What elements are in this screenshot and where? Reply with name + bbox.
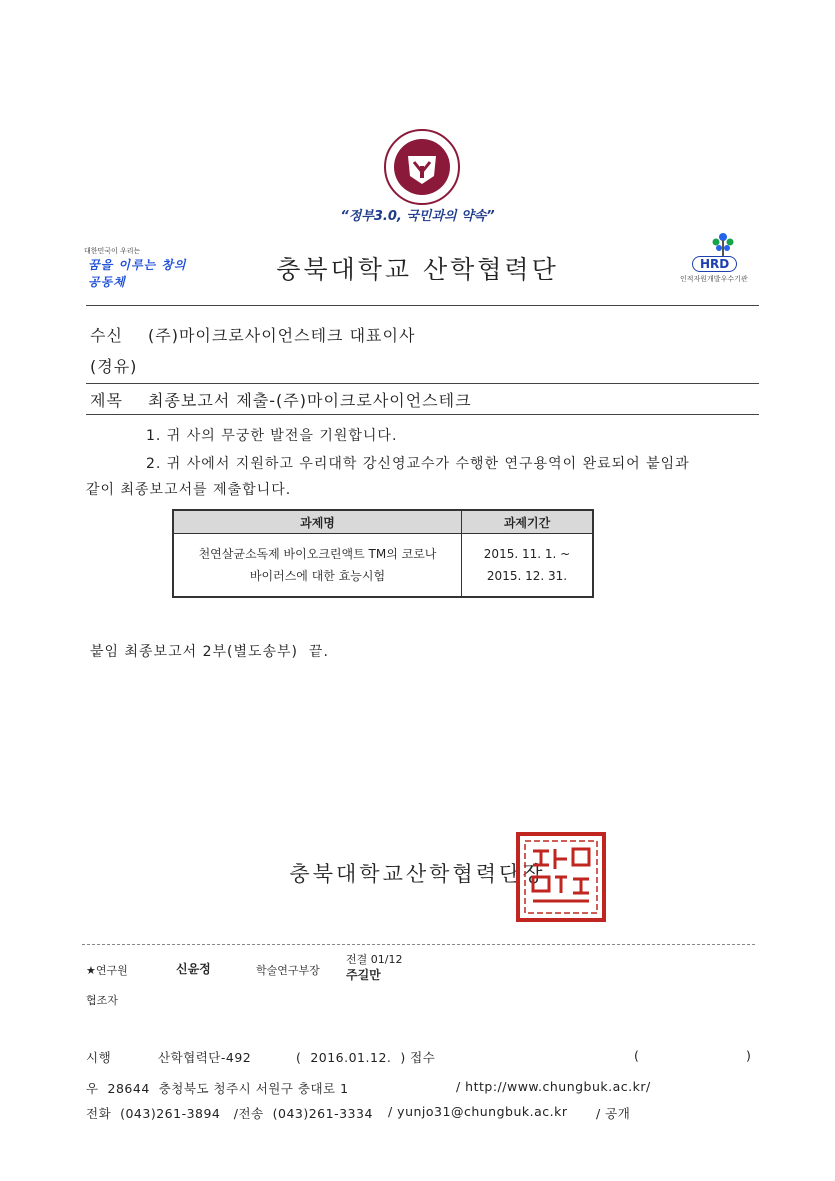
task-name-line-1: 천연살균소독제 바이오크린액트 TM의 코로나	[198, 547, 437, 561]
signature-title: 충북대학교산학협력단장	[289, 862, 546, 886]
table-header-name: 과제명	[173, 510, 462, 534]
disclosure-status: / 공개	[596, 1106, 631, 1121]
email-link[interactable]: / yunjo31@chungbuk.ac.kr	[388, 1104, 568, 1119]
cooperator-label: 협조자	[86, 994, 118, 1007]
subject-value: 최종보고서 제출-(주)마이크로사이언스테크	[148, 391, 472, 410]
approval-divider	[82, 944, 755, 945]
recipient-label: 수신	[90, 326, 123, 345]
final-approval-label: 전결 01/12	[346, 953, 403, 966]
task-table	[172, 509, 594, 598]
task-name-cell	[173, 534, 462, 598]
via-label: (경유)	[90, 357, 138, 376]
receive-paren-open: (	[634, 1048, 640, 1063]
address: 우 28644 충청북도 청주시 서원구 충대로 1	[86, 1081, 349, 1096]
researcher-label: ★연구원	[86, 964, 128, 977]
body-paragraph-2-line-1: 2. 귀 사에서 지원하고 우리대학 강신영교수가 수행한 연구용역이 완료되어 붙임과	[146, 456, 690, 472]
body-paragraph-2-line-2: 같이 최종보고서를 제출합니다.	[86, 482, 292, 498]
table-row	[173, 534, 593, 598]
task-period-line-2: 2015. 12. 31.	[486, 569, 568, 583]
phone-fax: 전화 (043)261-3894 /전송 (043)261-3334	[86, 1106, 373, 1121]
enforce-number: 산학협력단-492	[158, 1050, 252, 1065]
homepage-link[interactable]: / http://www.chungbuk.ac.kr/	[456, 1079, 651, 1094]
task-period-cell	[462, 534, 594, 598]
final-approver-name: 주길만	[346, 968, 381, 982]
body-paragraph-1: 1. 귀 사의 무궁한 발전을 기원합니다.	[146, 428, 398, 444]
task-name-line-2: 바이러스에 대한 효능시험	[249, 569, 386, 583]
enforce-date: ( 2016.01.12. ) 접수	[296, 1050, 436, 1065]
hrd-caption: 인적자원개발우수기관	[680, 275, 748, 283]
official-seal	[515, 831, 607, 923]
hrd-text: HRD	[692, 256, 737, 272]
subject-label: 제목	[90, 391, 123, 410]
attachment-note: 붙임 최종보고서 2부(별도송부) 끝.	[90, 644, 329, 660]
researcher-name: 신윤정	[176, 962, 211, 976]
org-title: 충북대학교 산학협력단	[276, 255, 559, 284]
recipient-divider	[86, 383, 759, 384]
left-logo-small-text: 대한민국이 우리는	[84, 247, 141, 255]
subject-divider	[86, 414, 759, 415]
university-emblem	[383, 128, 461, 206]
receive-paren-close: )	[746, 1048, 752, 1063]
slogan: “정부3.0, 국민과의 약속”	[340, 209, 495, 224]
recipient-value: (주)마이크로사이언스테크 대표이사	[148, 326, 416, 345]
header-divider	[86, 305, 759, 306]
task-period-line-1: 2015. 11. 1. ~	[483, 547, 571, 561]
left-logo-big-text: 꿈을 이루는 창의공동체	[88, 258, 187, 289]
enforce-label: 시행	[86, 1050, 112, 1065]
dept-head-label: 학술연구부장	[256, 964, 320, 977]
table-header-period: 과제기간	[462, 510, 594, 534]
